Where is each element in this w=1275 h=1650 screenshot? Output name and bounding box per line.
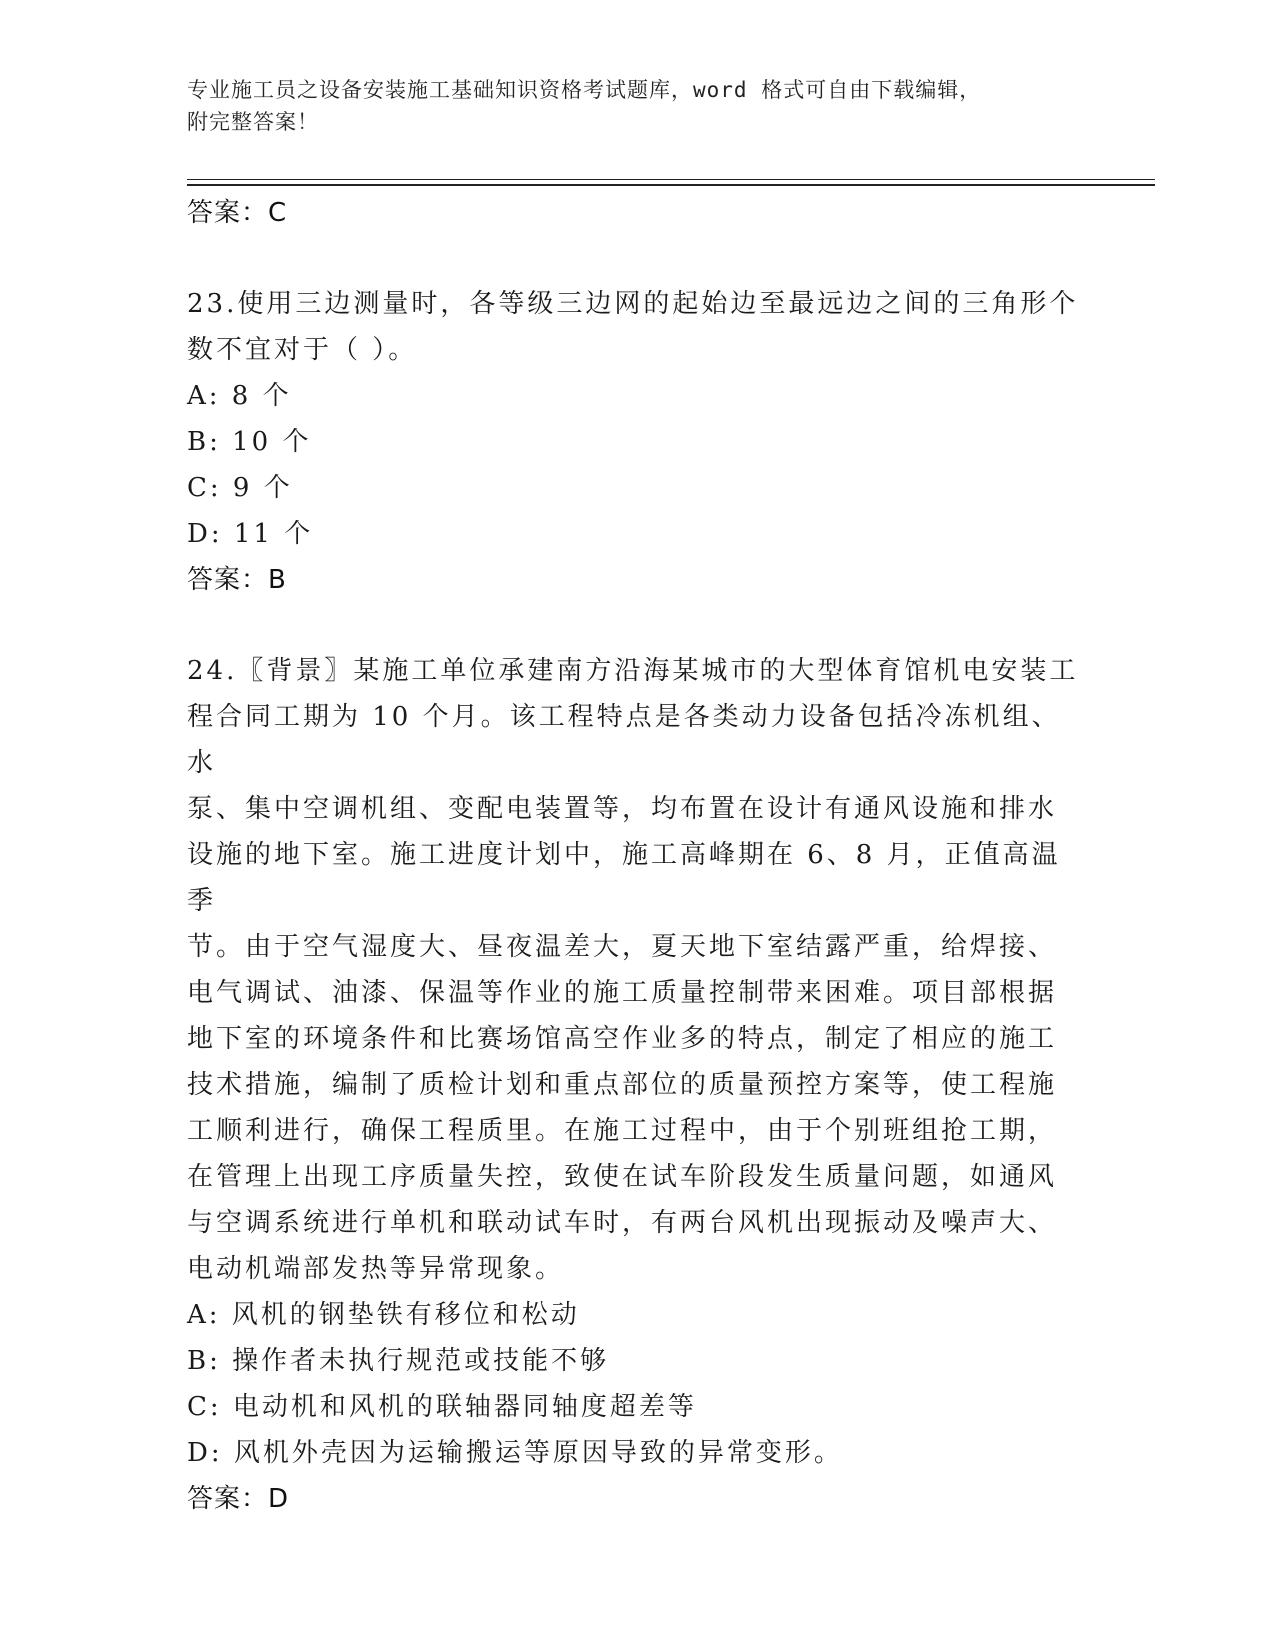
option-c: C: 9 个 (187, 473, 293, 503)
option-d: D: 风机外壳因为运输搬运等原因导致的异常变形。 (187, 1438, 843, 1468)
option-b: B: 10 个 (187, 427, 312, 457)
option-a: A: 8 个 (187, 381, 292, 411)
header-line-2: 附完整答案！ (187, 110, 319, 134)
question-line: 节。由于空气湿度大、昼夜温差大，夏天地下室结露严重，给焊接、 (187, 932, 1058, 962)
option-a: A: 风机的钢垫铁有移位和松动 (187, 1300, 580, 1330)
question-line: 数不宜对于（ ）。 (187, 335, 418, 365)
option-d: D: 11 个 (187, 519, 314, 549)
question-line: 工顺利进行，确保工程质里。在施工过程中，由于个别班组抢工期， (187, 1116, 1058, 1146)
answer-label: 答案：D (187, 1484, 290, 1514)
option-b: B: 操作者未执行规范或技能不够 (187, 1346, 610, 1376)
document-body (187, 190, 1087, 1522)
option-c: C: 电动机和风机的联轴器同轴度超差等 (187, 1392, 697, 1422)
question-line: 电动机端部发热等异常现象。 (187, 1254, 565, 1284)
header-rule-thick (187, 184, 1155, 186)
question-line: 23.使用三边测量时，各等级三边网的起始边至最远边之间的三角形个 (187, 289, 1079, 319)
answer-label: 答案：C (187, 198, 288, 228)
question-line: 设施的地下室。施工进度计划中，施工高峰期在 6、8 月，正值高温季 (187, 840, 1061, 916)
question-24 (187, 648, 1087, 1522)
question-text (187, 648, 1087, 1292)
header-line-1: 专业施工员之设备安装施工基础知识资格考试题库，word 格式可自由下载编辑， (187, 78, 982, 102)
answer-label: 答案：B (187, 565, 287, 595)
question-23 (187, 281, 1087, 603)
question-line: 24.〖背景〗某施工单位承建南方沿海某城市的大型体育馆机电安装工 (187, 656, 1079, 686)
document-header (187, 74, 1087, 138)
question-line: 与空调系统进行单机和联动试车时，有两台风机出现振动及噪声大、 (187, 1208, 1058, 1238)
question-line: 地下室的环境条件和比赛场馆高空作业多的特点，制定了相应的施工 (187, 1024, 1058, 1054)
question-line: 技术措施，编制了质检计划和重点部位的质量预控方案等，使工程施 (187, 1070, 1058, 1100)
question-line: 在管理上出现工序质量失控，致使在试车阶段发生质量问题，如通风 (187, 1162, 1058, 1192)
question-text (187, 281, 1087, 373)
question-line: 电气调试、油漆、保温等作业的施工质量控制带来困难。项目部根据 (187, 978, 1058, 1008)
question-line: 泵、集中空调机组、变配电装置等，均布置在设计有通风设施和排水 (187, 794, 1058, 824)
header-rule-thin (187, 179, 1155, 180)
question-line: 程合同工期为 10 个月。该工程特点是各类动力设备包括冷冻机组、水 (187, 702, 1061, 778)
